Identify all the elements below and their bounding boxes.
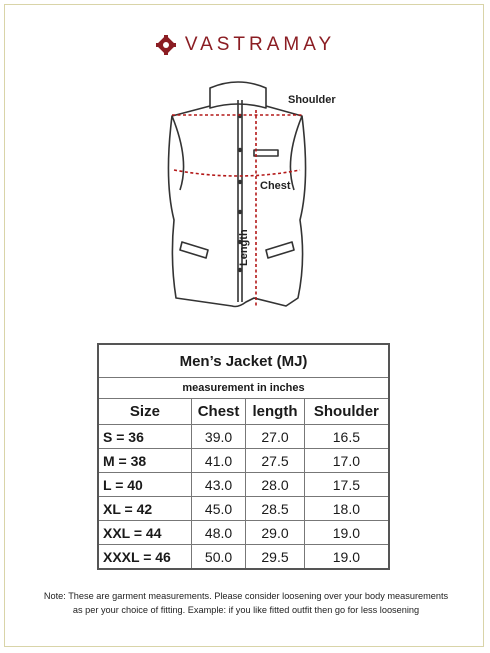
cell-size: XXXL = 46 — [98, 545, 191, 570]
size-chart-table — [97, 343, 390, 570]
cell-shoulder: 18.0 — [304, 497, 389, 521]
shoulder-label: Shoulder — [288, 94, 336, 106]
cell-shoulder: 17.5 — [304, 473, 389, 497]
cell-shoulder: 17.0 — [304, 449, 389, 473]
cell-chest: 45.0 — [191, 497, 245, 521]
cell-chest: 50.0 — [191, 545, 245, 570]
table-row — [98, 521, 389, 545]
cell-length: 28.0 — [246, 473, 305, 497]
table-row — [98, 473, 389, 497]
header-size: Size — [98, 399, 191, 425]
table-row — [98, 425, 389, 449]
table-header-row — [98, 399, 389, 425]
table-title: Men’s Jacket (MJ) — [98, 344, 389, 378]
cell-size: XXL = 44 — [98, 521, 191, 545]
fit-note — [18, 589, 474, 617]
table-subtitle: measurement in inches — [98, 378, 389, 399]
cell-shoulder: 19.0 — [304, 545, 389, 570]
header-chest: Chest — [191, 399, 245, 425]
header-length: length — [246, 399, 305, 425]
jacket-illustration — [150, 70, 390, 330]
cell-chest: 41.0 — [191, 449, 245, 473]
cell-size: M = 38 — [98, 449, 191, 473]
cell-shoulder: 16.5 — [304, 425, 389, 449]
cell-shoulder: 19.0 — [304, 521, 389, 545]
length-label: Length — [238, 229, 250, 266]
cell-chest: 48.0 — [191, 521, 245, 545]
cell-size: L = 40 — [98, 473, 191, 497]
note-line-2: as per your choice of fitting. Example: if you like fitted outfit then go for less loosening — [72, 605, 420, 615]
brand-logo-icon — [155, 34, 177, 56]
cell-size: S = 36 — [98, 425, 191, 449]
jacket-diagram — [150, 70, 390, 330]
cell-chest: 43.0 — [191, 473, 245, 497]
cell-length: 28.5 — [246, 497, 305, 521]
note-line-1: Note: These are garment measurements. Please consider loosening over your body measurements — [43, 591, 449, 601]
cell-length: 27.0 — [246, 425, 305, 449]
table-row — [98, 545, 389, 570]
cell-length: 29.5 — [246, 545, 305, 570]
brand-header — [0, 34, 490, 60]
header-shoulder: Shoulder — [304, 399, 389, 425]
brand-name: VASTRAMAY — [184, 34, 336, 55]
table-row — [98, 449, 389, 473]
cell-length: 27.5 — [246, 449, 305, 473]
cell-size: XL = 42 — [98, 497, 191, 521]
table-row — [98, 497, 389, 521]
chest-label: Chest — [260, 180, 291, 192]
cell-length: 29.0 — [246, 521, 305, 545]
cell-chest: 39.0 — [191, 425, 245, 449]
